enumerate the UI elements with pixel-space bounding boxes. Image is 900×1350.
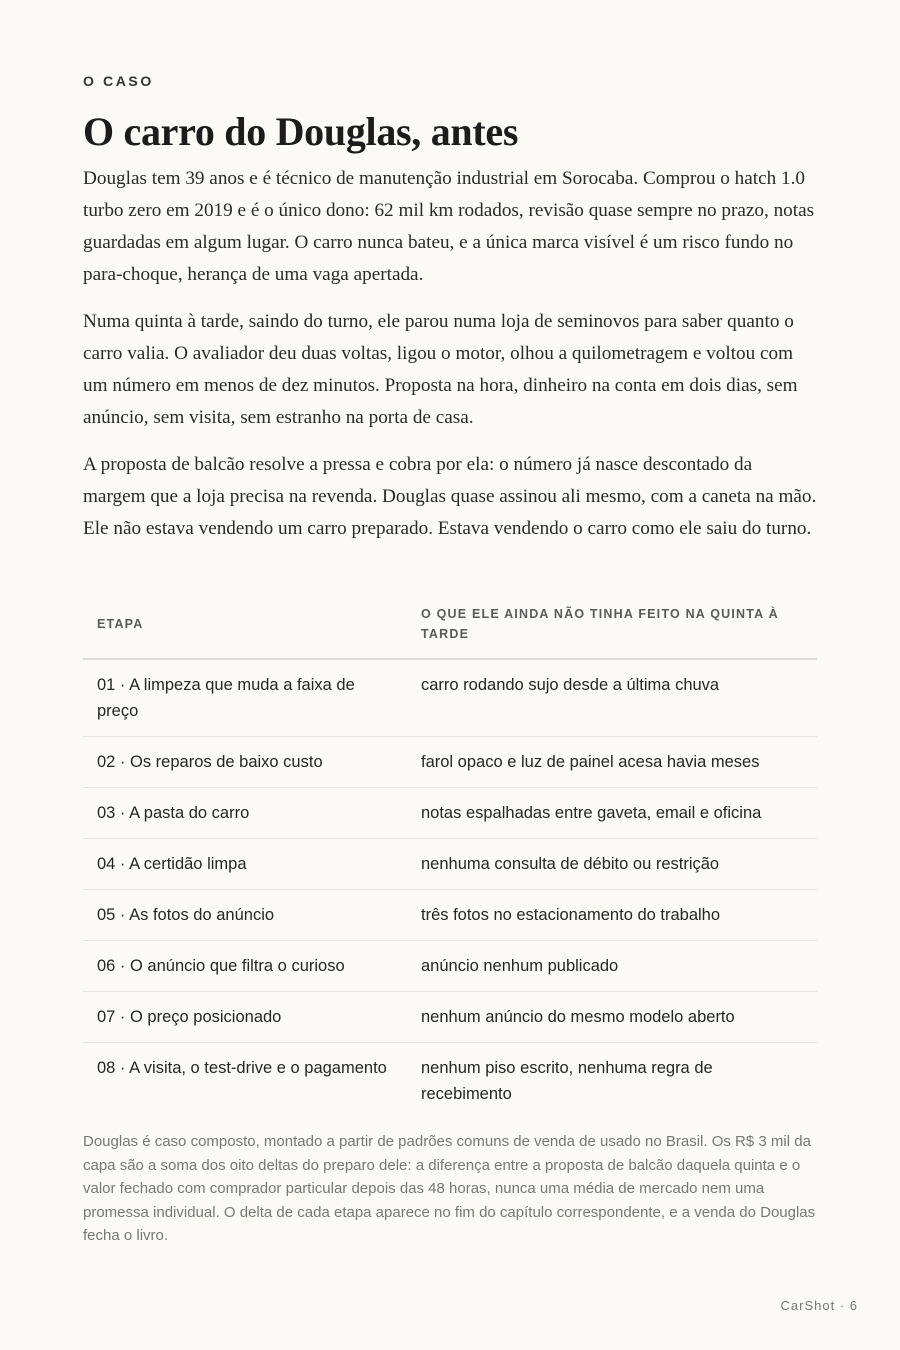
column-header-stage: ETAPA: [83, 592, 407, 659]
status-cell: nenhuma consulta de débito ou restrição: [407, 839, 817, 890]
section-eyebrow: O CASO: [83, 73, 154, 89]
table-row: [83, 992, 817, 1043]
status-cell: nenhum anúncio do mesmo modelo aberto: [407, 992, 817, 1043]
stage-cell: 07 · O preço posicionado: [83, 992, 407, 1043]
stage-cell: 05 · As fotos do anúncio: [83, 890, 407, 941]
column-header-not-done: O QUE ELE AINDA NÃO TINHA FEITO NA QUINTA À TARDE: [407, 592, 817, 659]
table-row: [83, 659, 817, 737]
page-title: O carro do Douglas, antes: [83, 109, 519, 154]
stage-cell: 04 · A certidão limpa: [83, 839, 407, 890]
stage-cell: 06 · O anúncio que filtra o curioso: [83, 941, 407, 992]
table-header-row: [83, 592, 817, 659]
status-cell: três fotos no estacionamento do trabalho: [407, 890, 817, 941]
stages-table: [83, 592, 817, 1119]
status-cell: nenhum piso escrito, nenhuma regra de recebimento: [421, 1059, 713, 1103]
stage-cell: 03 · A pasta do carro: [83, 788, 407, 839]
body-text: [83, 163, 819, 560]
paragraph: A proposta de balcão resolve a pressa e cobra por ela: o número já nasce descontado da margem que a loja precisa na revenda. Douglas quase assinou ali mesmo, com a caneta na mão. Ele não estava vendendo um carro preparado. Estava vendendo o carro como ele saiu do turno.: [83, 454, 817, 539]
table-row: [83, 890, 817, 941]
status-cell: anúncio nenhum publicado: [407, 941, 817, 992]
table-row: [83, 788, 817, 839]
table-row: [83, 737, 817, 788]
stage-cell: 08 · A visita, o test-drive e o pagamento: [97, 1059, 387, 1077]
table-row: [83, 839, 817, 890]
paragraph: Douglas tem 39 anos e é técnico de manutenção industrial em Sorocaba. Comprou o hatch 1.0 turbo zero em 2019 e é o único dono: 62 mil km rodados, revisão quase sempre no prazo, notas guardadas em algum lugar. O carro nunca bateu, e a única marca visível é um risco fundo no para-choque, herança de uma vaga apertada.: [83, 168, 815, 285]
status-cell: carro rodando sujo desde a última chuva: [407, 659, 817, 737]
footnote: Douglas é caso composto, montado a partir de padrões comuns de venda de usado no Brasil. Os R$ 3 mil da capa são a soma dos oito deltas do preparo dele: a diferença entre a proposta de balcão daquela quinta e o valor fechado com comprador particular depois das 48 horas, nunca uma média de mercado nem uma promessa individual. O delta de cada etapa aparece no fim do capítulo correspondente, e a venda do Douglas fecha o livro.: [83, 1133, 816, 1244]
stage-cell: 02 · Os reparos de baixo custo: [83, 737, 407, 788]
table-row: [83, 1043, 817, 1120]
table-row: [83, 941, 817, 992]
status-cell: notas espalhadas entre gaveta, email e oficina: [407, 788, 817, 839]
stage-cell: 01 · A limpeza que muda a faixa de preço: [83, 659, 407, 737]
page-footer: CarShot · 6: [780, 1298, 858, 1313]
paragraph: Numa quinta à tarde, saindo do turno, ele parou numa loja de seminovos para saber quanto o carro valia. O avaliador deu duas voltas, ligou o motor, olhou a quilometragem e voltou com um número em menos de dez minutos. Proposta na hora, dinheiro na conta em dois dias, sem anúncio, sem visita, sem estranho na porta de casa.: [83, 311, 798, 428]
status-cell: farol opaco e luz de painel acesa havia meses: [407, 737, 817, 788]
